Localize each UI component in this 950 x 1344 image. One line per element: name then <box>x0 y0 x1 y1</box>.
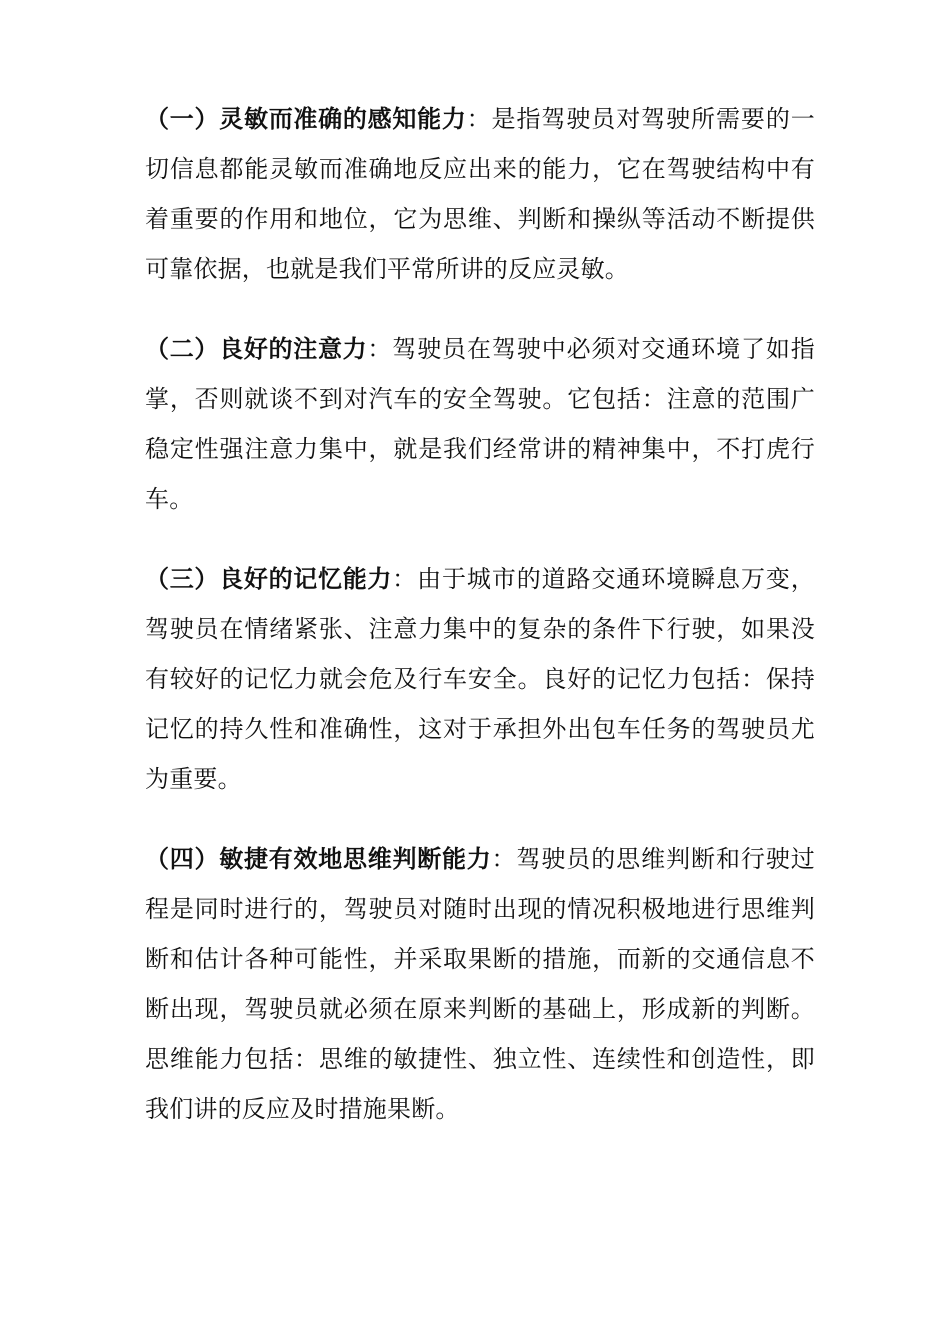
paragraph-memory <box>145 554 815 804</box>
paragraph-heading: （二）良好的注意力 <box>145 335 368 363</box>
paragraph-attention <box>145 324 815 524</box>
paragraph-text: ：驾驶员的思维判断和行驶过程是同时进行的，驾驶员对随时出现的情况积极地进行思维判断和估计各种可能性，并采取果断的措施，而新的交通信息不断出现，驾驶员就必须在原来判断的基础上，形成新的判断。思维能力包括：思维的敏捷性、独立性、连续性和创造性，即我们讲的反应及时措施果断。 <box>145 845 816 1123</box>
paragraph-heading: （一）灵敏而准确的感知能力 <box>145 105 467 133</box>
paragraph-perception <box>145 94 815 294</box>
document-body <box>145 94 815 1164</box>
paragraph-text: ：由于城市的道路交通环境瞬息万变，驾驶员在情绪紧张、注意力集中的复杂的条件下行驶，如果没有较好的记忆力就会危及行车安全。良好的记忆力包括：保持记忆的持久性和准确性，这对于承担外出包车任务的驾驶员尤为重要。 <box>145 565 815 793</box>
paragraph-text: ：驾驶员在驾驶中必须对交通环境了如指掌，否则就谈不到对汽车的安全驾驶。它包括：注意的范围广稳定性强注意力集中，就是我们经常讲的精神集中，不打虎行车。 <box>145 335 815 513</box>
paragraph-judgment <box>145 834 815 1134</box>
paragraph-heading: （三）良好的记忆能力 <box>145 565 393 593</box>
paragraph-text: ：是指驾驶员对驾驶所需要的一切信息都能灵敏而准确地反应出来的能力，它在驾驶结构中有着重要的作用和地位，它为思维、判断和操纵等活动不断提供可靠依据，也就是我们平常所讲的反应灵敏。 <box>145 105 815 283</box>
paragraph-heading: （四）敏捷有效地思维判断能力 <box>145 845 492 873</box>
